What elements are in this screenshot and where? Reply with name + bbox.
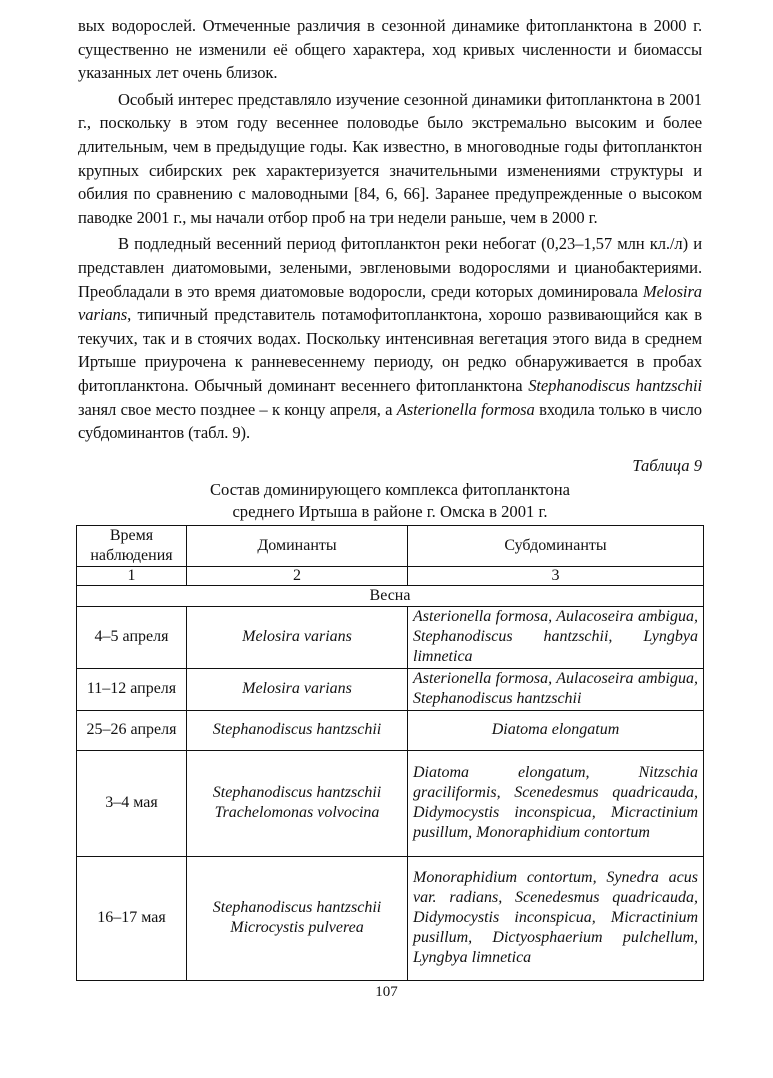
table-row bbox=[77, 710, 704, 750]
row-time: 4–5 апреля bbox=[77, 606, 187, 668]
table-title-line-1: Состав доминирующего комплекса фитопланктона bbox=[209, 479, 570, 499]
column-number-2: 2 bbox=[187, 566, 408, 585]
season-row bbox=[77, 585, 704, 606]
paragraph-3-text-g: входила только в число субдоминантов (табл. 9). bbox=[78, 399, 702, 443]
row-dominants: Stephanodiscus hantzschii Trachelomonas volvocina bbox=[187, 750, 408, 856]
column-number-3: 3 bbox=[408, 566, 704, 585]
header-subdominants: Субдоминанты bbox=[408, 525, 704, 566]
row-subdominants: Diatoma elongatum, Nitzschia graciliformis, Scenedesmus quadricauda, Didymocystis inconspicua, Micractinium pusillum, Monoraphidium contortum bbox=[408, 750, 704, 856]
row-subdominants: Diatoma elongatum bbox=[408, 710, 704, 750]
row-dominants: Stephanodiscus hantzschii bbox=[187, 710, 408, 750]
paragraph-3-text-e: занял свое место позднее – к концу апреля, а bbox=[78, 399, 397, 419]
page-content bbox=[78, 14, 702, 981]
row-dominants: Stephanodiscus hantzschii Microcystis pulverea bbox=[187, 856, 408, 980]
season-label: Весна bbox=[77, 585, 704, 606]
table-header-row bbox=[77, 525, 704, 566]
species-melosira-varians: Melosira varians bbox=[78, 281, 702, 325]
row-time: 11–12 апреля bbox=[77, 668, 187, 710]
species-stephanodiscus-hantzschii: Stephanodiscus hantzschii bbox=[528, 375, 702, 395]
page-number: 107 bbox=[375, 984, 398, 1000]
paragraph-3 bbox=[78, 232, 702, 444]
row-time: 3–4 мая bbox=[77, 750, 187, 856]
row-dominants: Melosira varians bbox=[187, 606, 408, 668]
table-row bbox=[77, 856, 704, 980]
row-time: 16–17 мая bbox=[77, 856, 187, 980]
table-title-line-2: среднего Иртыша в районе г. Омска в 2001 г. bbox=[232, 501, 548, 521]
paragraph-1: вых водорослей. Отмеченные различия в сезонной динамике фитопланктона в 2000 г. существенно не изменили её общего характера, ход кривых численности и биомассы указанных лет очень близок. bbox=[78, 16, 702, 83]
table-row bbox=[77, 606, 704, 668]
table-row bbox=[77, 750, 704, 856]
dominant-complex-table bbox=[76, 525, 704, 981]
paragraph-3-text-a: В подледный весенний период фитопланктон реки небогат (0,23–1,57 млн кл./л) и представлен диатомовыми, зелеными, эвгленовыми водорослями и цианобактериями. Преобладали в это время диатомовые водоросли, среди которых доминировала bbox=[78, 234, 702, 301]
table-label: Таблица 9 bbox=[632, 455, 702, 475]
table-row bbox=[77, 668, 704, 710]
row-time: 25–26 апреля bbox=[77, 710, 187, 750]
table-title bbox=[78, 479, 702, 523]
header-dominants: Доминанты bbox=[187, 525, 408, 566]
species-asterionella-formosa: Asterionella formosa bbox=[396, 399, 535, 419]
row-subdominants: Monoraphidium contortum, Synedra acus var. radians, Scenedesmus quadricauda, Didymocystis inconspicua, Micractinium pusillum, Dictyosphaerium pulchellum, Lyngbya limnetica bbox=[408, 856, 704, 980]
row-subdominants: Asterionella formosa, Aulacoseira ambigua, Stephanodiscus hantzschii, Lyngbya limnetica bbox=[408, 606, 704, 668]
column-number-1: 1 bbox=[77, 566, 187, 585]
paragraph-3-text-c: , типичный представитель потамофитопланктона, хорошо развивающийся как в текучих, так и в стоячих водах. Поскольку интенсивная вегетация этого вида в среднем Иртыше приурочена к ранневесеннему периоду, он редко обнаруживается в пробах фитопланктона. Обычный доминант весеннего фитопланктона bbox=[78, 305, 702, 395]
row-subdominants: Asterionella formosa, Aulacoseira ambigua, Stephanodiscus hantzschii bbox=[408, 668, 704, 710]
header-time: Время наблюдения bbox=[77, 525, 187, 566]
paragraph-2: Особый интерес представляло изучение сезонной динамики фитопланктона в 2001 г., поскольку в этом году весеннее половодье было экстремально высоким и более длительным, чем в предыдущие годы. Как известно, в многоводные годы фитопланктон крупных сибирских рек характеризуется значительными изменениями структуры и обилия по сравнению с маловодными [84, 6, 66]. Заранее предупрежденные о высоком паводке 2001 г., мы начали отбор проб на три недели раньше, чем в 2000 г. bbox=[78, 89, 702, 227]
row-dominants: Melosira varians bbox=[187, 668, 408, 710]
column-number-row bbox=[77, 566, 704, 585]
